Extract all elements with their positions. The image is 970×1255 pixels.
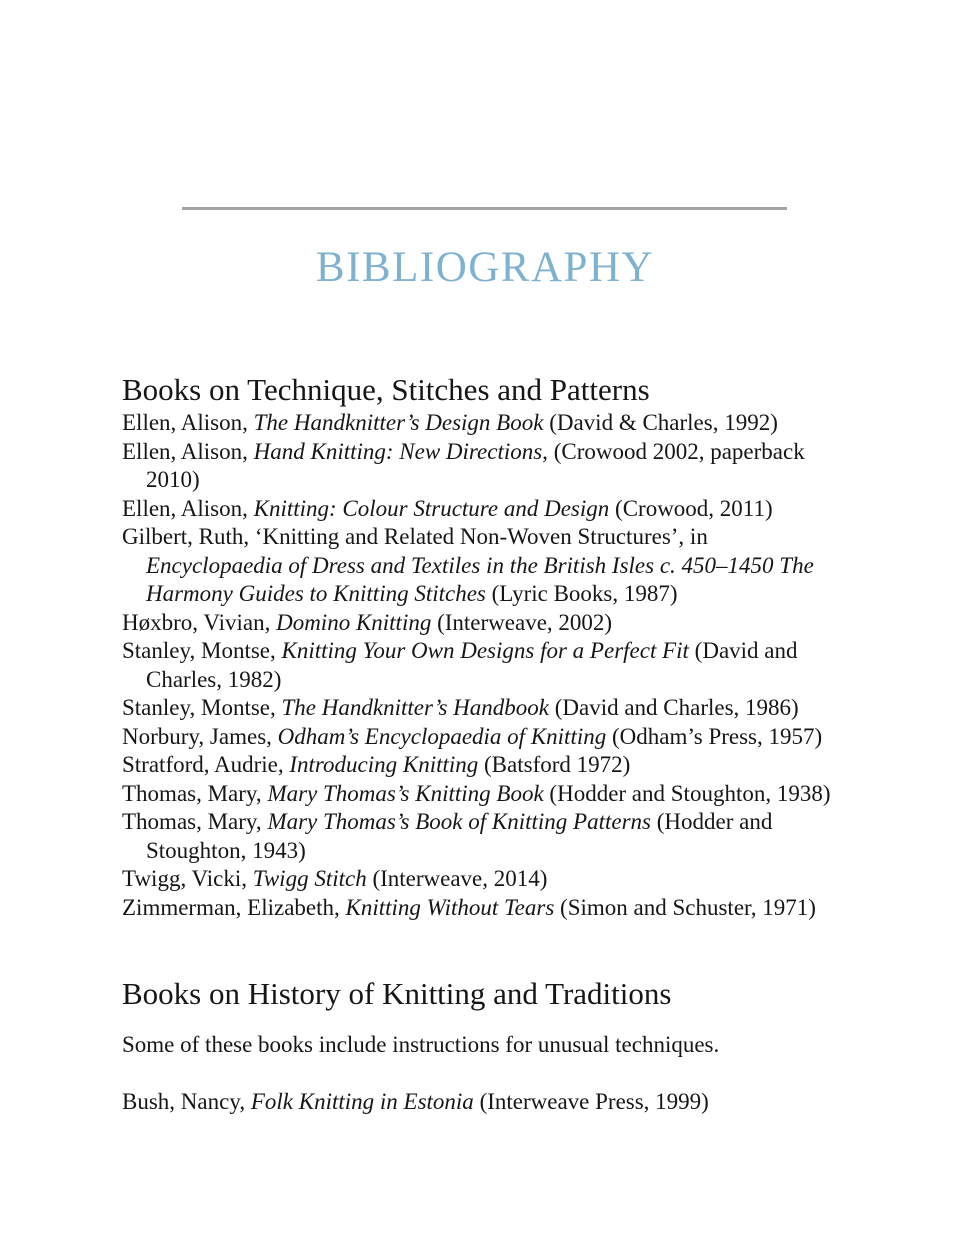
entry-text: (Interweave Press, 1999)	[473, 1089, 709, 1114]
book-title-text: Knitting Your Own Designs for a Perfect Fit	[281, 638, 689, 663]
bib-entry-line	[122, 495, 912, 524]
entry-text: Stanley, Montse,	[122, 638, 282, 663]
bib-entry-line	[122, 865, 912, 894]
entry-text: (Hodder and Stoughton, 1938)	[543, 780, 831, 806]
section-history	[122, 974, 912, 1117]
book-title-text: Knitting: Colour Structure and Design	[253, 495, 610, 521]
entry-text: (Batsford 1972)	[478, 752, 631, 777]
entry-text: (David and Charles, 1986)	[548, 695, 799, 720]
section-technique	[122, 370, 912, 922]
entry-text: Høxbro, Vivian,	[122, 609, 277, 635]
section-heading-history: Books on History of Knitting and Traditions	[122, 976, 672, 1011]
bib-entry-line	[122, 580, 912, 609]
section-heading-technique: Books on Technique, Stitches and Patterns	[122, 372, 650, 407]
page-content	[122, 370, 912, 1117]
bibliography-list-technique	[122, 409, 912, 922]
entry-text: Stanley, Montse,	[122, 695, 282, 720]
entry-text: Ellen, Alison,	[122, 410, 254, 435]
entry-text: Thomas, Mary,	[122, 809, 268, 834]
entry-text: Ellen, Alison,	[122, 495, 254, 521]
entry-text: (Interweave, 2002)	[431, 609, 613, 635]
entry-text: Stratford, Audrie,	[122, 752, 290, 777]
bib-entry-line	[122, 837, 912, 866]
book-title-text: Knitting Without Tears	[345, 894, 555, 920]
entry-text: (Lyric Books, 1987)	[485, 581, 678, 606]
entry-text: Norbury, James,	[122, 723, 278, 749]
bib-entry-line	[122, 552, 912, 581]
page-title: BIBLIOGRAPHY	[315, 244, 655, 291]
entry-text: (Simon and Schuster, 1971)	[554, 894, 816, 920]
entry-text: Bush, Nancy,	[122, 1089, 251, 1114]
book-title-text: Folk Knitting in Estonia	[250, 1089, 474, 1114]
entry-text: (Crowood 2002, paperback	[547, 438, 805, 464]
bib-entry-line	[122, 723, 912, 752]
entry-text: (David and	[688, 638, 798, 663]
bib-entry-line	[122, 694, 912, 723]
bib-entry-line	[122, 609, 912, 638]
book-title-text: Twigg Stitch	[252, 866, 367, 891]
book-title-text: Harmony Guides to Knitting Stitches	[146, 581, 486, 606]
book-title-text: Mary Thomas’s Book of Knitting Patterns	[267, 809, 651, 834]
section-note: Some of these books include instructions for unusual techniques.	[122, 1032, 720, 1057]
entry-text: Gilbert, Ruth, ‘Knitting and Related Non-Woven Structures’, in	[122, 524, 708, 549]
book-title-text: The Handknitter’s Design Book	[253, 410, 544, 435]
bib-entry-line	[122, 438, 912, 467]
book-title-text: Introducing Knitting	[289, 752, 479, 777]
book-title-text: Encyclopaedia of Dress and Textiles in the British Isles c. 450–1450 The	[146, 552, 814, 578]
book-title-text: The Handknitter’s Handbook	[281, 695, 549, 720]
entry-text: Stoughton, 1943)	[146, 837, 306, 863]
entry-text: (Hodder and	[651, 809, 773, 834]
bib-entry-line	[122, 466, 912, 495]
entry-text: Twigg, Vicki,	[122, 866, 253, 891]
entry-text: (Odham’s Press, 1957)	[606, 723, 823, 749]
book-title-text: Domino Knitting	[276, 609, 432, 635]
bib-entry-line	[122, 523, 912, 552]
entry-text: Thomas, Mary,	[122, 780, 268, 806]
entry-text: Zimmerman, Elizabeth,	[122, 894, 346, 920]
bib-entry-line	[122, 666, 912, 695]
bib-entry-line	[122, 637, 912, 666]
bib-entry-line	[122, 808, 912, 837]
book-title-text: Hand Knitting: New Directions,	[253, 438, 548, 464]
entry-text: (Crowood, 2011)	[609, 495, 773, 521]
entry-text: 2010)	[146, 467, 200, 492]
book-title-text: Odham’s Encyclopaedia of Knitting	[277, 723, 607, 749]
bibliography-list-history	[122, 1088, 912, 1117]
bib-entry-line	[122, 751, 912, 780]
bib-entry-line	[122, 409, 912, 438]
entry-text: Ellen, Alison,	[122, 438, 254, 464]
top-rule-divider	[182, 207, 787, 210]
entry-text: (David & Charles, 1992)	[543, 410, 778, 435]
bib-entry-line	[122, 1088, 912, 1117]
bib-entry-line	[122, 894, 912, 923]
book-title-text: Mary Thomas’s Knitting Book	[267, 780, 544, 806]
bib-entry-line	[122, 780, 912, 809]
entry-text: (Interweave, 2014)	[366, 866, 548, 891]
entry-text: Charles, 1982)	[146, 666, 282, 692]
